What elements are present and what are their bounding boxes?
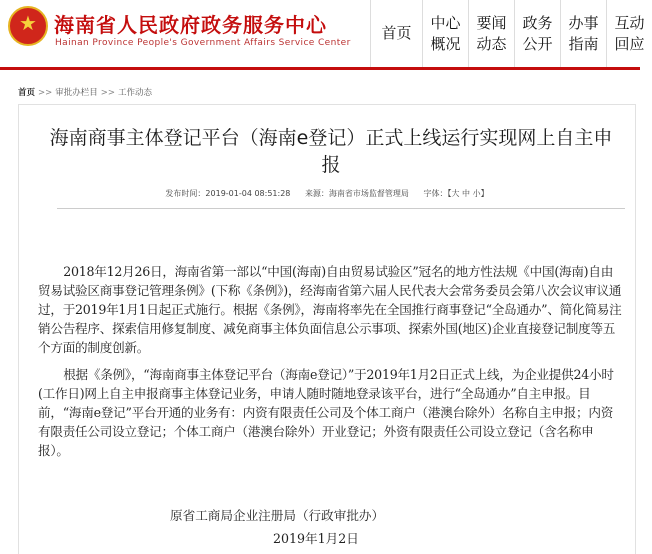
nav-item-home[interactable] (370, 0, 422, 67)
nav-label: 首页 (381, 24, 412, 42)
breadcrumb-separator: >> (38, 88, 53, 98)
nav-item-news[interactable] (468, 0, 514, 67)
site-header (0, 0, 645, 70)
divider (57, 208, 625, 209)
publish-time: 发布时间：2019-01-04 08:51:28 (165, 189, 291, 198)
site-title[interactable]: 海南省人民政府政务服务中心 (54, 13, 327, 37)
nav-label: 互动 回应 (614, 13, 645, 53)
font-size-control[interactable]: 字体：【大 中 小】 (423, 189, 489, 198)
signoff-organization: 原省工商局企业注册局（行政审批办） (170, 508, 385, 523)
national-emblem-icon: ★ (8, 6, 48, 46)
breadcrumb (18, 86, 152, 98)
article-source: 来源：海南省市场监督管理局 (304, 189, 409, 198)
article-paragraph: 2018年12月26日，海南省第一部以“中国(海南)自由贸易试验区”冠名的地方性法规《中国(海南)自由贸易试验区商事登记管理条例》(下称《条例》)，经海南省第六届人民代表大会常务委员会第八次会议审议通过，于2019年1月1日起正式施行。根据《条例》，海南将率先在全国推行商事登记“全岛通办”、简化简易注销公告程序、探索信用修复制度、减免商事主体负面信息公示事项、探索外国(地区)企业直接登记制度等五个方面的制度创新。 (38, 264, 622, 355)
nav-label: 政务 公开 (522, 13, 553, 53)
nav-item-interaction[interactable] (606, 0, 652, 67)
signoff-date: 2019年1月2日 (273, 531, 359, 546)
breadcrumb-link-column[interactable]: 审批办栏目 (55, 88, 98, 98)
nav-item-service-guide[interactable] (560, 0, 606, 67)
main-nav (370, 0, 652, 67)
breadcrumb-link-news[interactable]: 工作动态 (118, 88, 153, 98)
breadcrumb-separator: >> (100, 88, 116, 98)
article-meta (19, 188, 635, 199)
nav-label: 中心 概况 (430, 13, 461, 53)
article-paragraph: 根据《条例》，“海南商事主体登记平台（海南e登记）”于2019年1月2日正式上线，为企业提供24小时(工作日)网上自主申报商事主体登记业务，申请人随时随地登录该平台，进行“全岛通办”自主申报。目前，“海南e登记”平台开通的业务有：内资有限责任公司及个体工商户（港澳台除外）名称自主申报；内资有限责任公司设立登记；个体工商户（港澳台除外）开业登记；外资有限责任公司设立登记（含名称申报）。 (38, 367, 614, 458)
article-title: 海南商事主体登记平台（海南e登记）正式上线运行实现网上自主申报 (49, 127, 613, 176)
nav-label: 办事 指南 (568, 13, 599, 53)
article-body (38, 262, 623, 460)
site-subtitle: Hainan Province People's Government Affairs Service Center (55, 38, 351, 48)
nav-item-center-overview[interactable] (422, 0, 468, 67)
breadcrumb-home-link[interactable]: 首页 (18, 88, 36, 98)
nav-label: 要闻 动态 (476, 13, 507, 53)
nav-item-gov-affairs[interactable] (514, 0, 560, 67)
